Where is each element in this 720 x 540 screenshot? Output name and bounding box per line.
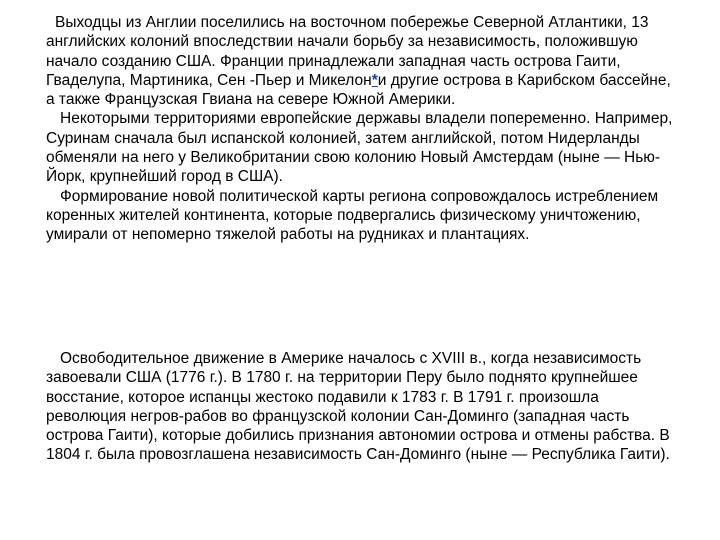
paragraph-political-map: Формирование новой политической карты региона сопровождалось истреблением коренных жителей континента, которые подвергались физическому уничтожению, умирали от непомерно тяжелой работы на рудниках и плантациях. xyxy=(46,187,659,244)
paragraph-territories: Некоторыми территориями европейские державы владели попеременно. Например, Суринам сначала был испанской колонией, затем английской, потом Нидерланды обменяли на него у Великобритании свою колонию Новый Амстердам (ныне — Нью-Йорк, крупнейший город в США). xyxy=(46,110,673,186)
paragraph-colonies xyxy=(46,13,676,109)
paragraph-colonies-text-end: и другие острова в Карибском бассейне, а также Французская Гвиана на севере Южной Америки. xyxy=(46,71,671,109)
footnote-link[interactable]: * xyxy=(371,71,378,89)
paragraph-colonies-text-start: Выходцы из Англии поселились на восточном побережье Северной Атлантики, 13 английских колоний впоследствии начали борьбу за независимость, положившую начало созданию США. Франции принадлежали западная часть острова Гаити, Гваделупа, Мартиника, Сен -Пьер и Микелон xyxy=(46,14,649,89)
text-block-bottom xyxy=(46,349,676,465)
text-block-top xyxy=(46,13,676,245)
paragraph-liberation-movement: Освободительное движение в Америке началось с XVIII в., когда независимость завоевали США (1776 г.). В 1780 г. на территории Перу было поднято крупнейшее восстание, которое испанцы жестоко подавили к 1783 г. В 1791 г. произошла революция негров-рабов во французской колонии Сан-Доминго (западная часть острова Гаити), которые добились признания автономии острова и отмены рабства. В 1804 г. была провозглашена независимость Сан-Доминго (ныне — Республика Гаити). xyxy=(46,350,670,464)
